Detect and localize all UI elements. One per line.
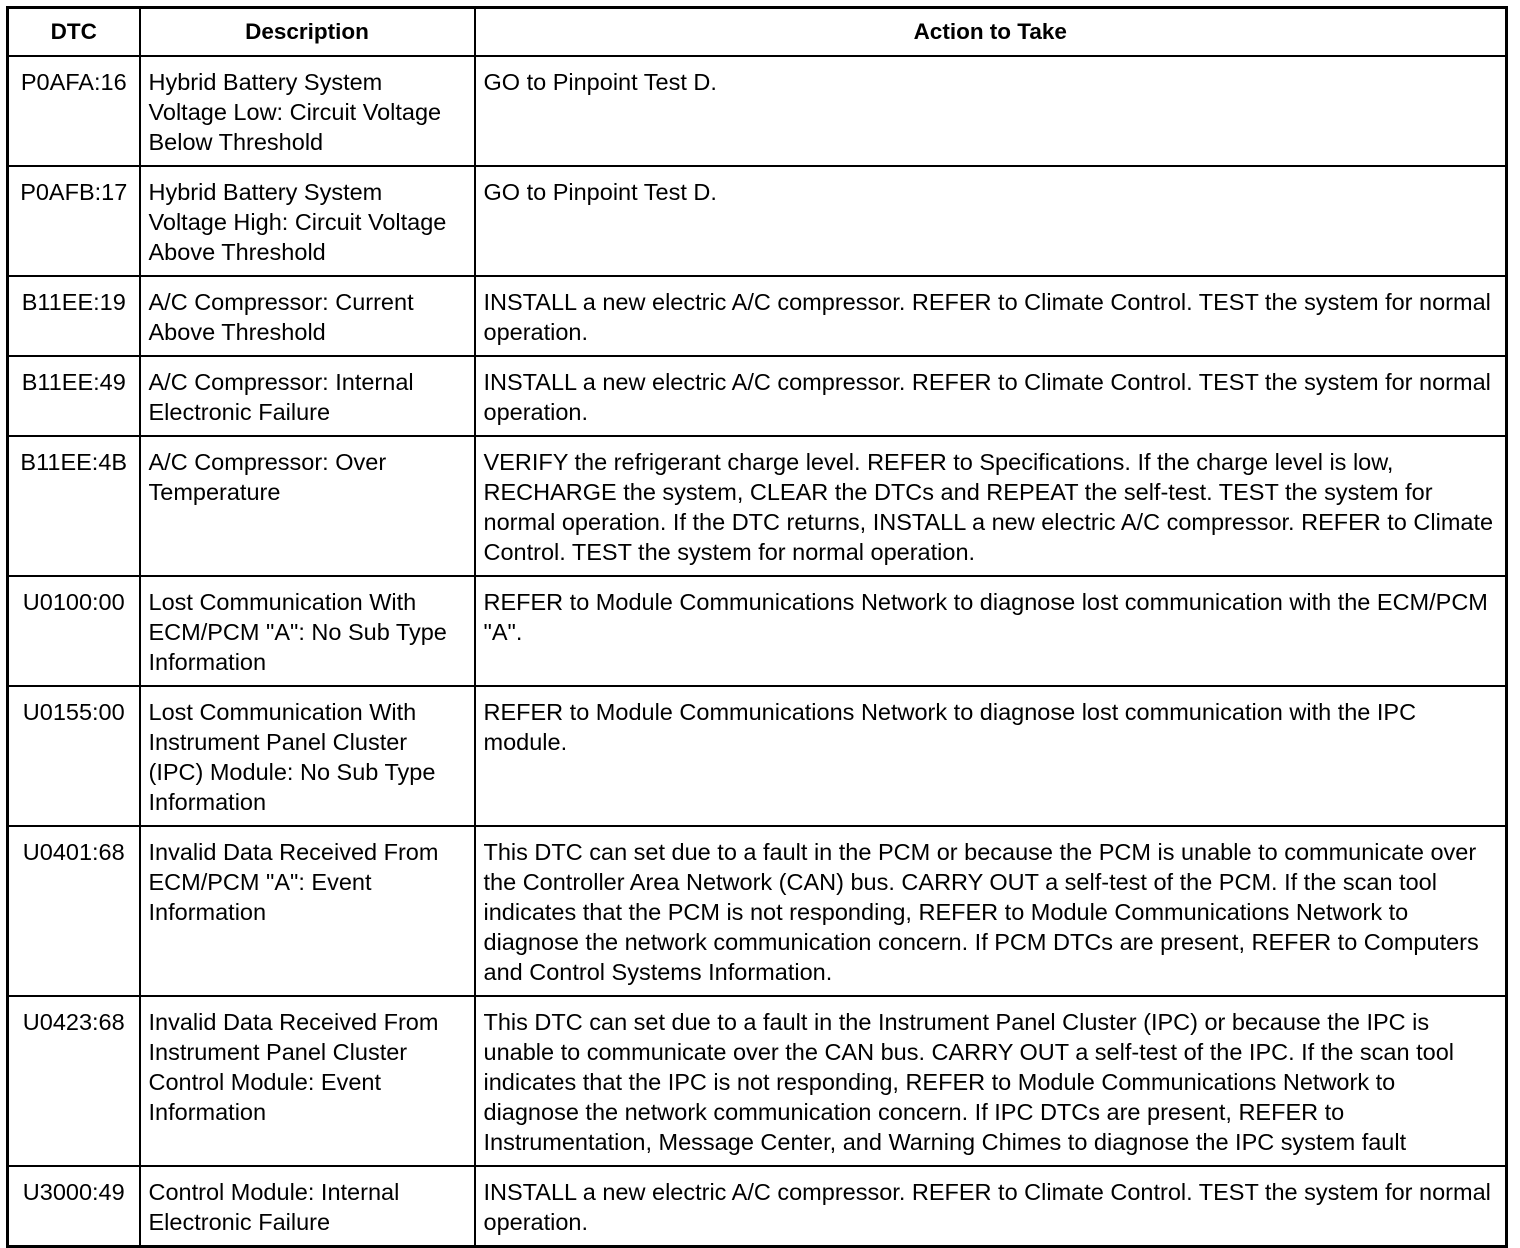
dtc-code: B11EE:19 [8,276,140,356]
dtc-code: U0423:68 [8,996,140,1166]
dtc-description: Invalid Data Received From Instrument Panel Cluster Control Module: Event Information [140,996,475,1166]
header-description: Description [140,8,475,57]
dtc-table [6,6,1508,1248]
dtc-action: GO to Pinpoint Test D. [475,56,1507,166]
dtc-code: U0100:00 [8,576,140,686]
dtc-code: P0AFB:17 [8,166,140,276]
dtc-action: REFER to Module Communications Network to diagnose lost communication with the ECM/PCM "A". [475,576,1507,686]
dtc-action: INSTALL a new electric A/C compressor. REFER to Climate Control. TEST the system for normal operation. [475,276,1507,356]
dtc-description: Lost Communication With ECM/PCM "A": No Sub Type Information [140,576,475,686]
dtc-action: INSTALL a new electric A/C compressor. REFER to Climate Control. TEST the system for normal operation. [475,1166,1507,1247]
dtc-action: GO to Pinpoint Test D. [475,166,1507,276]
dtc-code: B11EE:49 [8,356,140,436]
table-row [8,56,1507,166]
dtc-code: B11EE:4B [8,436,140,576]
dtc-description: Lost Communication With Instrument Panel Cluster (IPC) Module: No Sub Type Information [140,686,475,826]
table-row [8,1166,1507,1247]
dtc-description: Hybrid Battery System Voltage Low: Circuit Voltage Below Threshold [140,56,475,166]
dtc-code: U0155:00 [8,686,140,826]
header-dtc: DTC [8,8,140,57]
table-row [8,276,1507,356]
dtc-code: U3000:49 [8,1166,140,1247]
table-row [8,436,1507,576]
table-row [8,166,1507,276]
header-row [8,8,1507,57]
dtc-code: U0401:68 [8,826,140,996]
dtc-description: Invalid Data Received From ECM/PCM "A": Event Information [140,826,475,996]
dtc-action: VERIFY the refrigerant charge level. REFER to Specifications. If the charge level is low, RECHARGE the system, CLEAR the DTCs and REPEAT the self-test. TEST the system for normal operation. If the DTC returns, INSTALL a new electric A/C compressor. REFER to Climate Control. TEST the system for normal operation. [475,436,1507,576]
dtc-action: INSTALL a new electric A/C compressor. REFER to Climate Control. TEST the system for normal operation. [475,356,1507,436]
dtc-description: A/C Compressor: Current Above Threshold [140,276,475,356]
table-row [8,686,1507,826]
header-action: Action to Take [475,8,1507,57]
dtc-description: A/C Compressor: Over Temperature [140,436,475,576]
dtc-code: P0AFA:16 [8,56,140,166]
table-row [8,826,1507,996]
table-row [8,996,1507,1166]
dtc-description: Control Module: Internal Electronic Failure [140,1166,475,1247]
table-row [8,356,1507,436]
dtc-description: A/C Compressor: Internal Electronic Failure [140,356,475,436]
table-row [8,576,1507,686]
dtc-action: REFER to Module Communications Network to diagnose lost communication with the IPC module. [475,686,1507,826]
dtc-description: Hybrid Battery System Voltage High: Circuit Voltage Above Threshold [140,166,475,276]
dtc-action: This DTC can set due to a fault in the PCM or because the PCM is unable to communicate over the Controller Area Network (CAN) bus. CARRY OUT a self-test of the PCM. If the scan tool indicates that the PCM is not responding, REFER to Module Communications Network to diagnose the network communication concern. If PCM DTCs are present, REFER to Computers and Control Systems Information. [475,826,1507,996]
dtc-action: This DTC can set due to a fault in the Instrument Panel Cluster (IPC) or because the IPC is unable to communicate over the CAN bus. CARRY OUT a self-test of the IPC. If the scan tool indicates that the IPC is not responding, REFER to Module Communications Network to diagnose the network communication concern. If IPC DTCs are present, REFER to Instrumentation, Message Center, and Warning Chimes to diagnose the IPC system fault [475,996,1507,1166]
